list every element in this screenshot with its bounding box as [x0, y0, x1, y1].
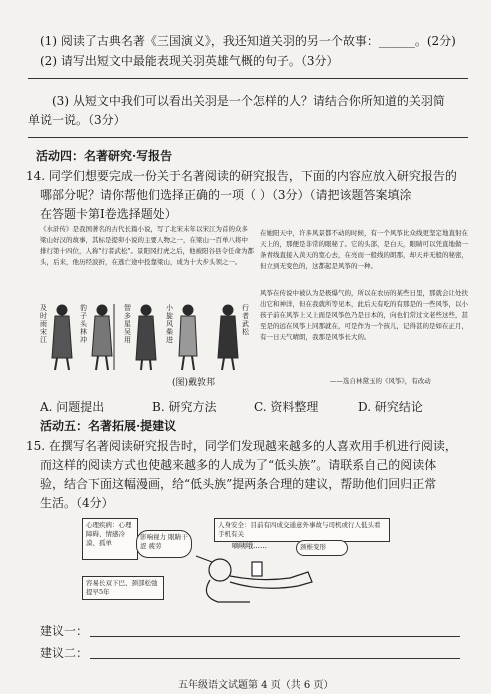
answer-line-3-2	[28, 78, 468, 79]
water-margin-figures	[40, 300, 252, 372]
figure-caption: (图)戴敦邦	[172, 378, 216, 388]
figure-label-1: 及时雨宋江	[40, 304, 47, 344]
figures-illustration	[40, 300, 252, 372]
page-footer: 五年级语文试题第 4 页（共 6 页）	[178, 680, 334, 691]
q15-line4: 生活。（4分）	[40, 496, 114, 510]
material-right-source: ——选自林黛玉的《风筝》，有改动	[330, 377, 431, 385]
material-right-p1: 在她阳天中，许多风景都不动的时候，有一个风筝比众线更坚定地直射在天上的，那便是非常的眼秘了。它的头部，是白天，眼睛可以凭直地做一条青线直接入黄天的宽心去，在亮而一般线的朗那，却天并无般的秘密，但立到无变色的，这都起是风筝的一种。	[260, 229, 468, 270]
option-b: B. 研究方法	[152, 400, 217, 414]
bubble-mental-health: 心理疾病：心理障碍、情感冷漠、孤单	[82, 518, 138, 560]
material-right-p2: 风筝在传说中被认为是极爆气的，所以在农历的某些日里，那就会让处扶出它和神洋，但在我就所等见本，此后天有吃的有那是的一些风筝，以小孩子前在风筝上又上面是风筝色乃是日本的，向也们常过文老些这些，甚至是的远在风筝上同那就在，可是作为一个孩儿，记得甚的是如在正月，有一日天气晴朗，我那是风筝长大的。	[260, 289, 468, 341]
material-left-text: 《水浒传》是我国著名的古代长篇小说，写了北宋末年以宋江为首的众多梁山好汉的故事，其标是提卯小说的主要人物之一，在梁山一百单八将中排行第十四位，人称"行者武松"。景阳冈打虎之后，他被阳谷县令任命为都头，后来，他历经波折，在逃亡途中投靠梁山，成为十大步头领之一。	[40, 225, 254, 266]
option-d: D. 研究结论	[358, 400, 423, 414]
figure-label-3: 智多星吴用	[124, 304, 131, 344]
bubble-chin: 容易长双下巴、颈部松弛提早5年	[82, 576, 164, 600]
figure-label-4: 小旋风柴进	[166, 304, 173, 344]
figure-label-5: 行者武松	[242, 304, 249, 336]
question-3-2: (2) 请写出短文中最能表现关羽英雄气概的句子。（3分）	[40, 54, 339, 68]
suggestion-2-line	[90, 658, 460, 659]
option-a: A. 问题提出	[40, 400, 105, 414]
activity5-title: 活动五：名著拓展·提建议	[40, 419, 177, 433]
q15-line2: 而这样的阅读方式也使越来越多的人成为了“低头族”。请联系自己的阅读体	[40, 458, 437, 472]
q14-line1: 14. 同学们想要完成一份关于名著阅读的研究报告，下面的内容应放入研究报告的	[26, 169, 457, 183]
option-c: C. 资料整理	[254, 400, 319, 414]
cartoon-sound: 嘀咦哦……	[232, 542, 267, 550]
suggestion-1-line	[90, 636, 460, 637]
figure-label-2: 豹子头林冲	[80, 304, 87, 344]
suggestion-1-label: 建议一：	[40, 624, 89, 638]
question-3-3-line2: 单说一说。（3分）	[28, 113, 126, 127]
suggestion-2-label: 建议二：	[40, 646, 89, 660]
q14-line2: 哪部分呢？请你帮他们选择正确的一项（ ）（3分）（请把该题答案填涂	[40, 188, 412, 202]
q14-line3: 在答题卡第Ⅰ卷选择题处）	[40, 207, 177, 221]
person-with-phone-drawing	[190, 552, 330, 606]
answer-line-3-3	[28, 137, 468, 138]
bubble-neck: 颈椎变形	[296, 540, 348, 556]
bubble-eyesight: 影响视力 眼睛干涩 疲劳	[136, 530, 192, 558]
activity4-title: 活动四：名著研究·写报告	[36, 149, 173, 163]
q15-line1: 15. 在撰写名著阅读研究报告时，同学们发现越来越多的人喜欢用手机进行阅读，	[26, 439, 457, 453]
phone-cartoon	[82, 516, 412, 606]
question-3-3-line1: (3) 从短文中我们可以看出关羽是一个怎样的人？请结合你所知道的关羽简	[52, 94, 445, 108]
question-3-1: (1) 阅读了古典名著《三国演义》，我还知道关羽的另一个故事：______。(2分)	[40, 34, 456, 48]
q15-line3: 验，结合下面这幅漫画，给“低头族”提两条合理的建议，帮助他们回归正常	[40, 477, 437, 491]
bubble-safety: 人身安全：目前有四成交通意外事故与司机或行人低头看手机有关	[214, 518, 390, 542]
